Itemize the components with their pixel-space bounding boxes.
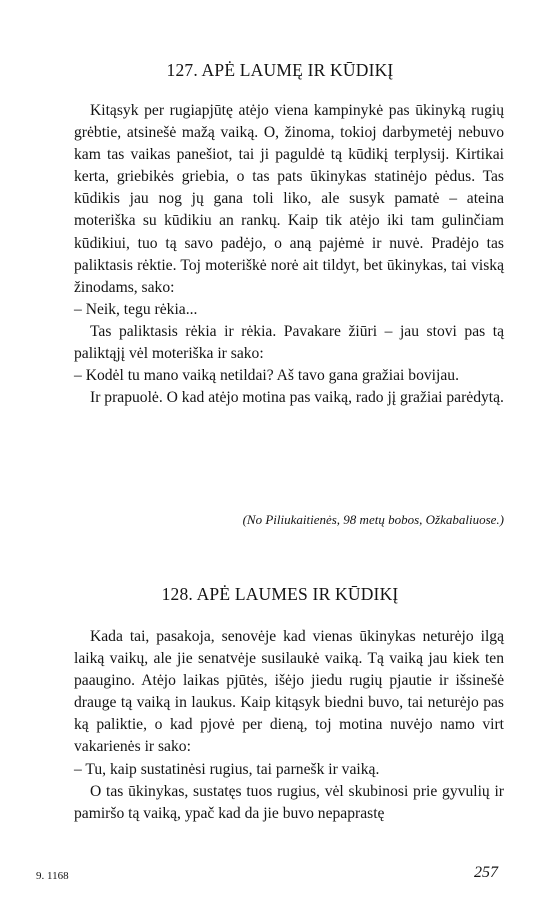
paragraph: – Kodėl tu mano vaiką netildai? Aš tavo gana gražiai bovijau. (74, 367, 459, 385)
story-128-body (74, 626, 504, 825)
paragraph: O tas ūkinykas, sustatęs tuos rugius, vėl skubinosi prie gyvulių ir pamiršo tą vaiką, ypač kad da jie buvo nepaprastę (74, 782, 504, 822)
paragraph: Ir prapuolė. O kad atėjo motina pas vaiką, rado jį gražiai parėdytą. (90, 389, 504, 407)
paragraph: Kada tai, pasakoja, senovėje kad vienas ūkinykas neturėjo ilgą laiką vaikų, ale jie senatvėje susilaukė vaiką. Tą vaiką jau kiek ten paaugino. Atėjo laikas pjūtės, išėjo jiedu rugių pjautie ir išsinešė drauge tą vaiką in laukus. Kaip kitąsyk biedni buvo, tai neturėjo pas ką paliktie, o kad pjovė per dieną, toj motina nuvėjo namo virt vakarienės ir sako: (74, 628, 504, 756)
paragraph: Tas paliktasis rėkia ir rėkia. Pavakare žiūri – jau stovi pas tą paliktąjį vėl moteriška ir sako: (74, 322, 504, 363)
paragraph: – Tu, kaip sustatinėsi rugius, tai parnešk ir vaiką. (74, 760, 380, 778)
page-number: 257 (474, 864, 498, 881)
story-127-title: 127. APĖ LAUMĘ IR KŪDIKĮ (166, 60, 394, 80)
paragraph: Kitąsyk per rugiapjūtę atėjo viena kampinykė pas ūkinyką rugių grėbtie, atsinešė mažą vaiką. O, žinoma, tokioj darbymetėj nebuvo kam tas vaikas panešiot, tai ji paguldė tą kūdikį terplysij. Kirtikai kerta, griebikės griebia, o tas pats ūkinykas statinėjo pėdus. Tas kūdikis jau nog jų gana toli liko, ale susyk pamatė – ateina moteriška su kūdikiu an rankų. Kaip tik atėjo iki tam gulinčiam kūdikiui, tuo tą savo padėjo, o aną pajėmė ir nuvė. Pradėjo tas paliktasis rėktie. Toj moteriškė norė ait tildyt, bet ūkinykas, tai viską žinodams, sako: (74, 102, 504, 296)
story-128-title: 128. APĖ LAUMES IR KŪDIKĮ (161, 584, 399, 604)
paragraph: – Neik, tegu rėkia... (74, 300, 198, 318)
story-127-body (74, 100, 504, 409)
signature-mark: 9. 1168 (36, 870, 69, 882)
story-127-source: (No Piliukaitienės, 98 metų bobos, Ožkabaliuose.) (242, 512, 504, 527)
